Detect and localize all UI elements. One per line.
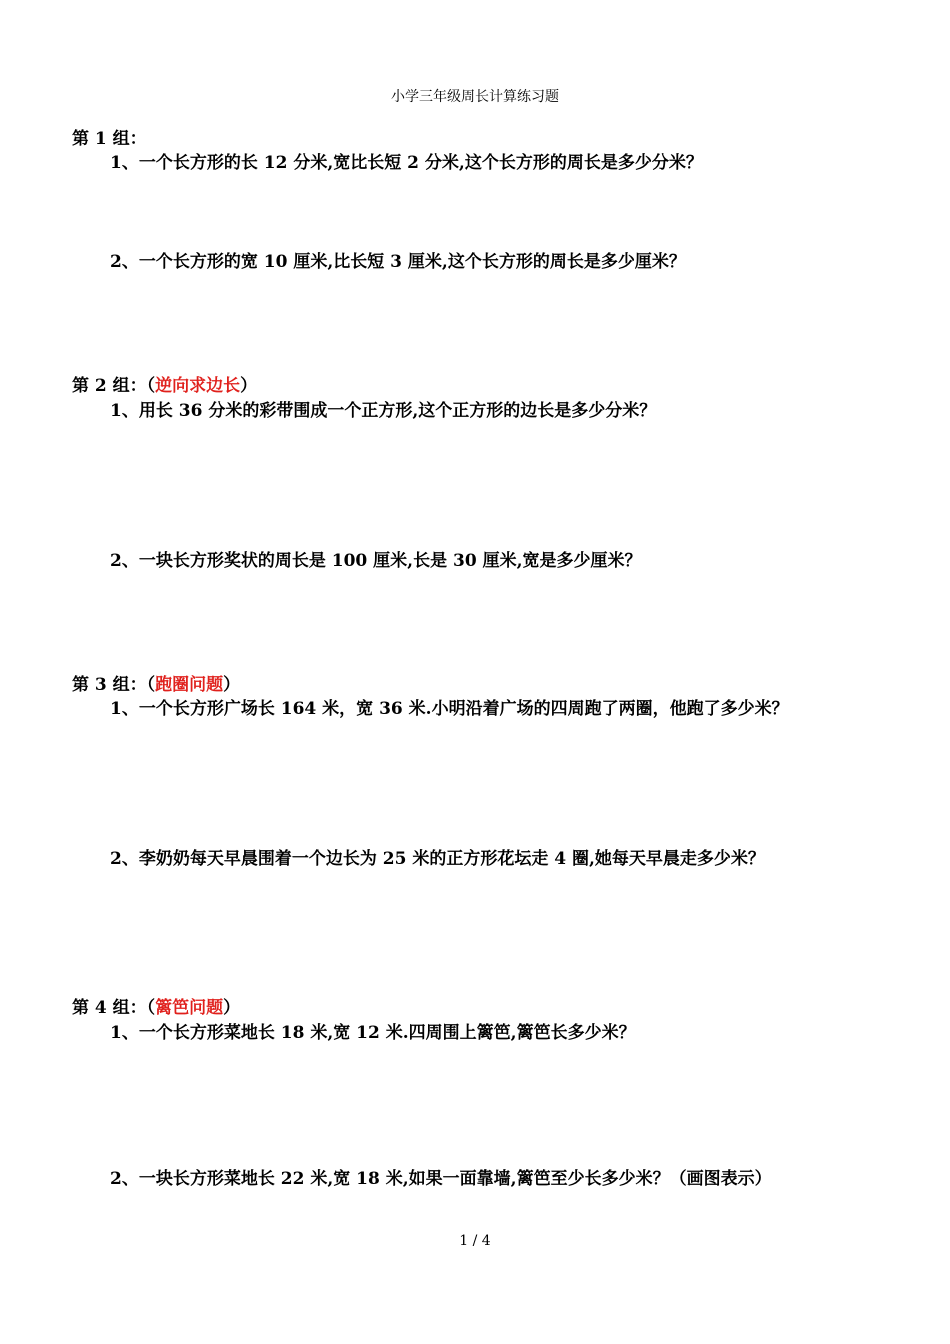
group-4-question-2: 2、一块长方形菜地长 22 米,宽 18 米,如果一面靠墙,篱笆至少长多少米？（画图表示） — [110, 1169, 772, 1189]
group-3-label: 第 3 组：（ — [72, 675, 156, 695]
group-1-question-1: 1、一个长方形的长 12 分米,宽比长短 2 分米,这个长方形的周长是多少分米？ — [110, 153, 703, 173]
group-2-label: 第 2 组：（ — [72, 376, 156, 396]
group-2-question-2: 2、一块长方形奖状的周长是 100 厘米,长是 30 厘米,宽是多少厘米？ — [110, 551, 642, 571]
group-3-close: ） — [223, 675, 241, 695]
group-1-question-2: 2、一个长方形的宽 10 厘米,比长短 3 厘米,这个长方形的周长是多少厘米？ — [110, 252, 686, 272]
group-4-heading — [72, 993, 240, 1018]
group-4-topic: 篱笆问题 — [155, 998, 224, 1018]
group-4-label: 第 4 组：（ — [72, 998, 156, 1018]
group-2-topic: 逆向求边长 — [155, 376, 241, 396]
group-3-question-1: 1、一个长方形广场长 164 米，宽 36 米.小明沿着广场的四周跑了两圈，他跑了多少米？ — [110, 699, 789, 719]
group-4-question-1: 1、一个长方形菜地长 18 米,宽 12 米.四周围上篱笆,篱笆长多少米？ — [110, 1023, 636, 1043]
group-2-close: ） — [240, 376, 258, 396]
group-3-topic: 跑圈问题 — [155, 675, 224, 695]
document-title: 小学三年级周长计算练习题 — [391, 89, 559, 105]
group-2-heading — [72, 371, 257, 396]
group-3-question-2: 2、李奶奶每天早晨围着一个边长为 25 米的正方形花坛走 4 圈,她每天早晨走多少米？ — [110, 849, 765, 869]
group-1-heading — [72, 124, 147, 149]
page-number: 1 / 4 — [459, 1233, 491, 1249]
group-3-heading — [72, 670, 240, 695]
group-4-close: ） — [223, 998, 241, 1018]
group-1-label: 第 1 组： — [72, 129, 147, 149]
group-2-question-1: 1、用长 36 分米的彩带围成一个正方形,这个正方形的边长是多少分米？ — [110, 401, 657, 421]
